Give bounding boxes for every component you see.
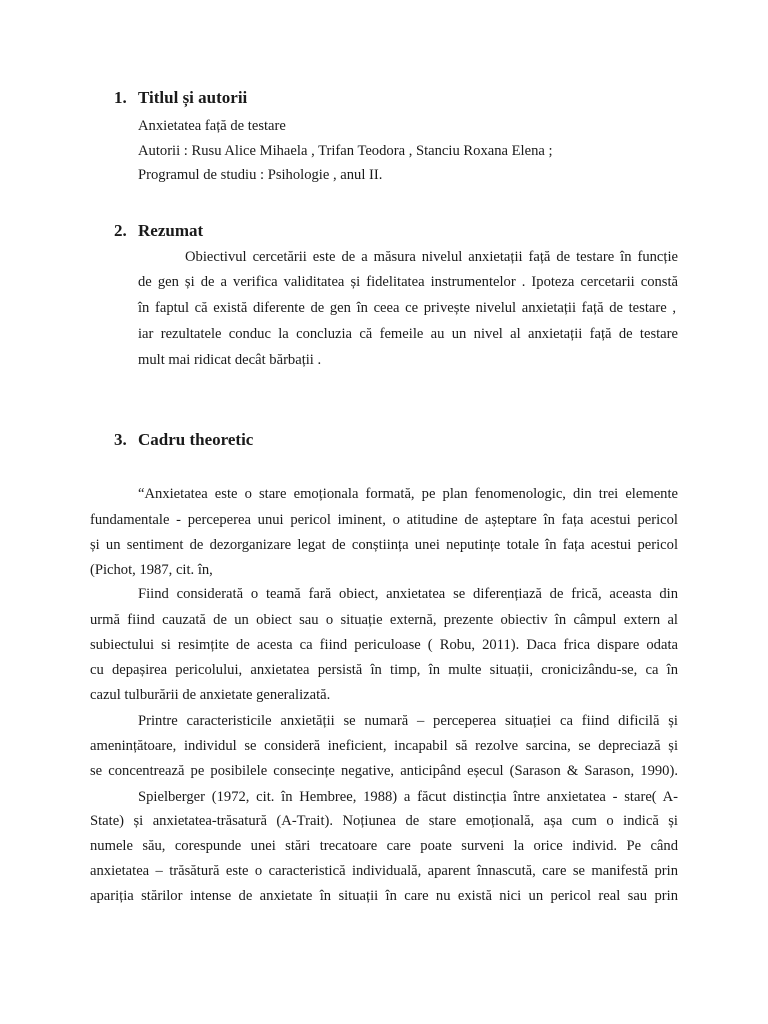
body-text-line: State) și anxietatea-trăsatură (A-Trait). Noțiunea de stare emoțională, așa cum o indică și xyxy=(90,813,678,829)
abstract-line: în faptul că există diferente de gen în ceea ce privește nivelul anxietații față de testare , xyxy=(138,300,676,316)
section-title: Cadru theoretic xyxy=(138,430,254,449)
body-text-line: fundamentale - perceperea unui pericol iminent, o atitudine de așteptare în fața acestui pericol xyxy=(90,512,678,528)
section-heading-title-authors xyxy=(114,88,247,108)
body-text-line: “Anxietatea este o stare emoționala formată, pe plan fenomenologic, din trei elemente xyxy=(138,486,678,502)
section-number: 2. xyxy=(114,221,127,240)
body-text-line: Printre caracteristicile anxietății se numară – perceperea situației ca fiind dificilă și xyxy=(138,713,678,729)
study-program-line: Programul de studiu : Psihologie , anul II. xyxy=(138,167,383,183)
body-text-line: amenințătoare, individul se consideră ineficient, incapabil să rezolve sarcina, se depreciază și xyxy=(90,738,678,754)
body-text-line: cu depașirea pericolului, anxietatea persistă în timp, în multe situații, cronicizându-se, ca în xyxy=(90,662,678,678)
section-title: Titlul și autorii xyxy=(138,88,248,107)
paper-title-line: Anxietatea față de testare xyxy=(138,118,286,134)
section-title: Rezumat xyxy=(138,221,204,240)
body-text-line: anxietatea – trăsătură este o caracteristică individuală, aparent înnascută, care se manifestă prin xyxy=(90,863,678,879)
body-text-line: Fiind considerată o teamă fară obiect, anxietatea se diferențiază de frică, aceasta din xyxy=(138,586,678,602)
abstract-line: Obiectivul cercetării este de a măsura nivelul anxietații față de testare în funcție xyxy=(185,249,678,265)
abstract-line: mult mai ridicat decât bărbații . xyxy=(138,352,322,368)
section-heading-theoretical-framework xyxy=(114,430,253,450)
body-text-line: urmă fiind cauzată de un obiect sau o situație externă, prezente obiectiv în câmpul extern al xyxy=(90,612,678,628)
body-text-line: apariția stărilor intense de anxietate în situații în care nu există nici un pericol real sau prin xyxy=(90,888,678,904)
abstract-line: de gen și de a verifica validitatea și fidelitatea instrumentelor . Ipoteza cercetarii constă xyxy=(138,274,678,290)
body-text-line: și un sentiment de dezorganizare legat de conștiința unei neputințe totale în fața acestui pericol xyxy=(90,537,678,553)
body-text-line: (Pichot, 1987, cit. în, xyxy=(90,562,213,578)
section-number: 3. xyxy=(114,430,127,449)
body-text-line: Spielberger (1972, cit. în Hembree, 1988) a făcut distincția între anxietatea - stare( A- xyxy=(138,789,678,805)
body-text-line: subiectului si resimțite de acesta ca fiind periculoase ( Robu, 2011). Daca frica dispare odata xyxy=(90,637,678,653)
body-text-line: numele său, corespunde unei stări trecatoare care poate surveni la orice individ. Pe când xyxy=(90,838,678,854)
section-heading-abstract xyxy=(114,221,203,241)
body-text-line: cazul tulburării de anxietate generalizată. xyxy=(90,687,331,703)
abstract-line: iar rezultatele conduc la concluzia că femeile au un nivel al anxietații față de testare xyxy=(138,326,678,342)
authors-line: Autorii : Rusu Alice Mihaela , Trifan Teodora , Stanciu Roxana Elena ; xyxy=(138,143,553,159)
section-number: 1. xyxy=(114,88,127,107)
body-text-line: se concentrează pe posibilele consecințe negative, anticipând eșecul (Sarason & Sarason, 1990). xyxy=(90,763,678,779)
